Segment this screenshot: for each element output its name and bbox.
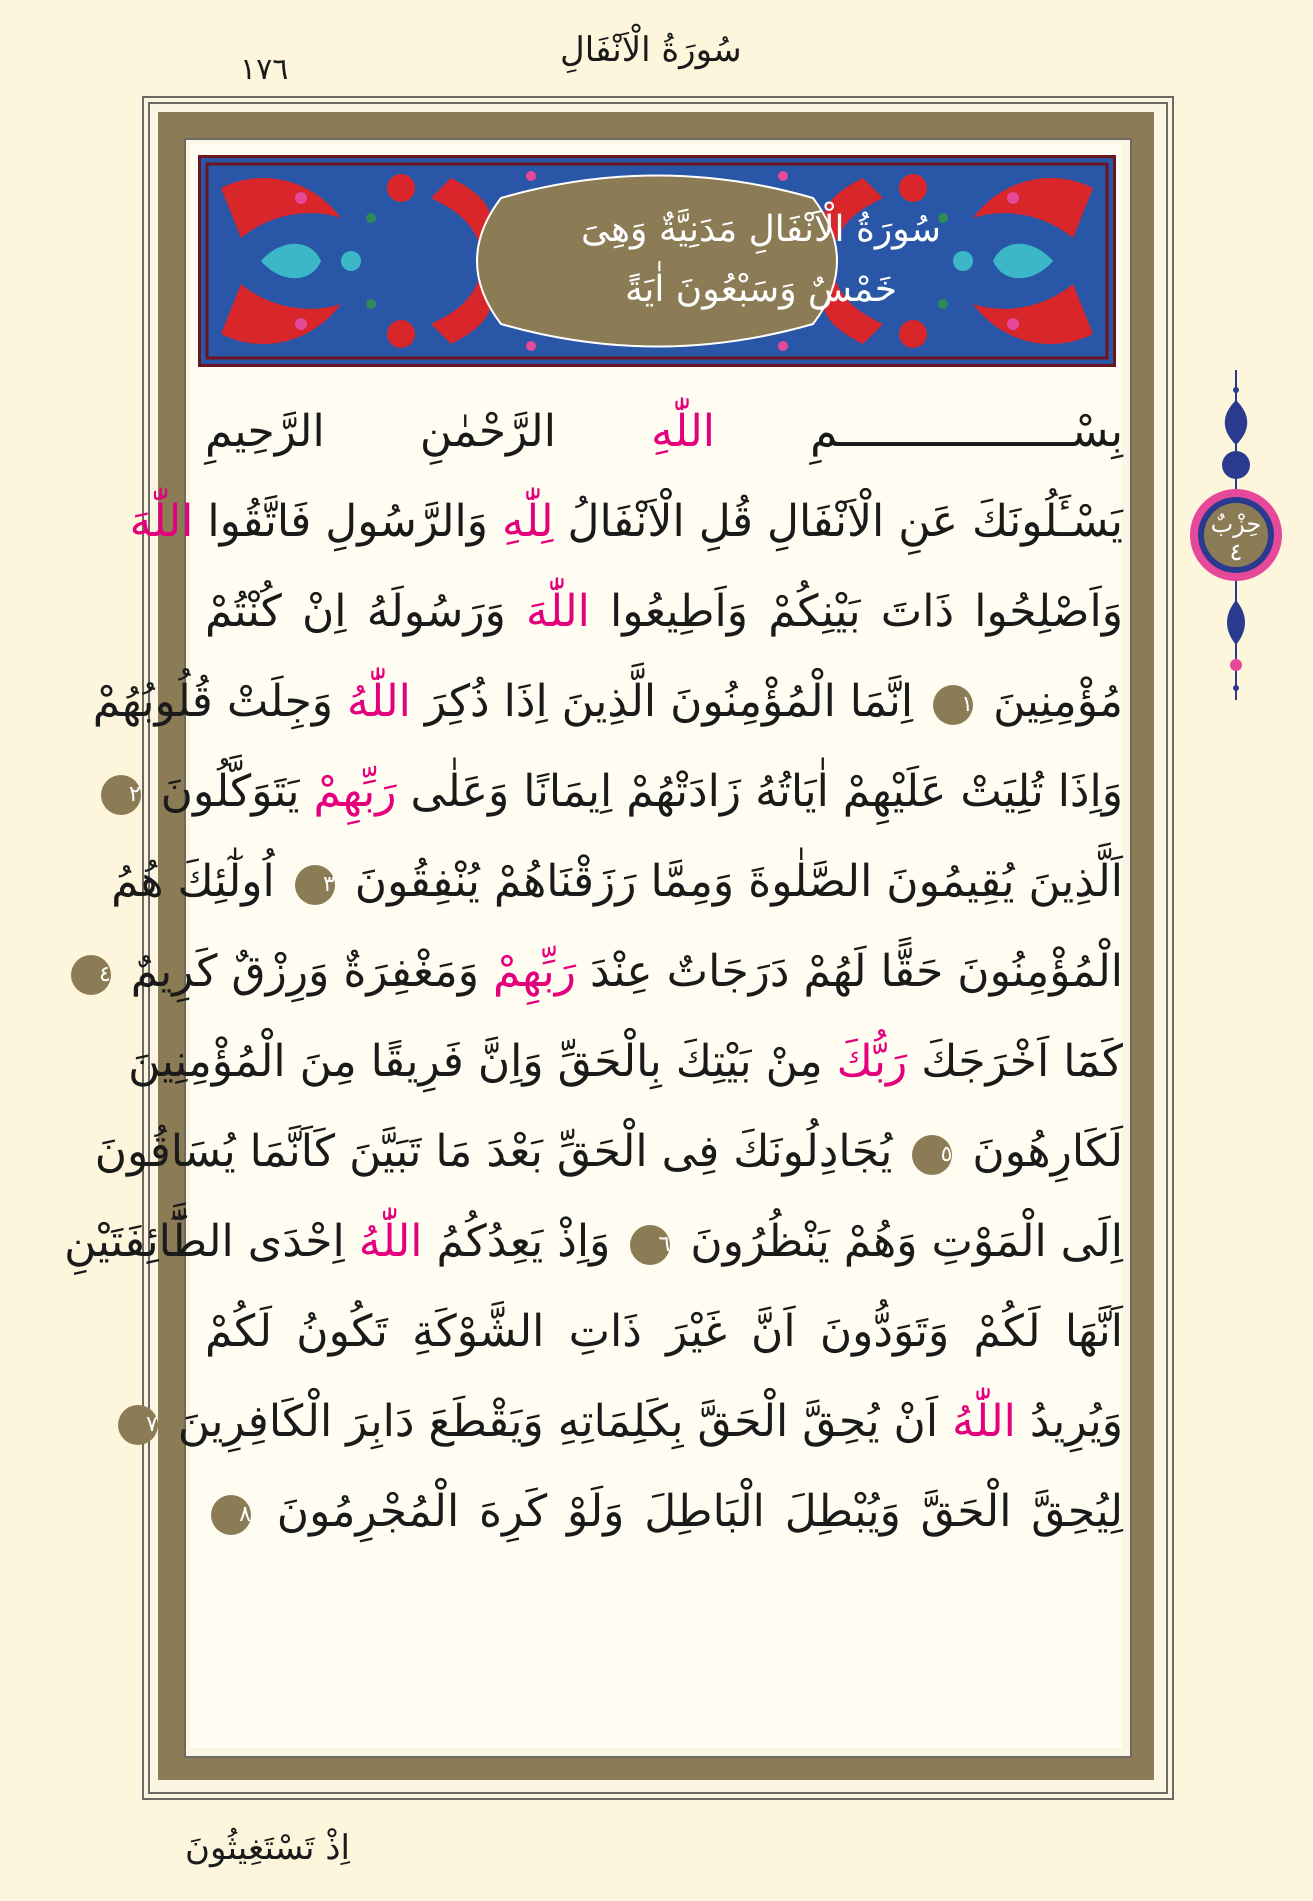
divine-name-highlight: رَبِّهِمْ (492, 946, 577, 997)
verse-text: وَاِذْ يَعِدُكُمُ (422, 1216, 625, 1267)
verse-text: وَيُرِيدُ (1015, 1396, 1123, 1447)
text-line (205, 392, 1123, 472)
divine-name-highlight: اللّٰهُ (347, 676, 411, 727)
text-line (111, 842, 1123, 922)
text-line (205, 1472, 1123, 1552)
verse-text: وَاِذَا تُلِيَتْ عَلَيْهِمْ اٰيَاتُهُ زَادَتْهُمْ اِيمَانًا وَعَلٰى (396, 766, 1123, 817)
verse-text: لَكَارِهُونَ (958, 1126, 1123, 1177)
divine-name-highlight: رَبِّهِمْ (313, 766, 397, 817)
verse-text: كَمَٓا اَخْرَجَكَ (907, 1036, 1123, 1087)
ayah-number-marker: ٢ (101, 775, 141, 815)
verse-text: وَالرَّسُولِ فَاتَّقُوا (193, 496, 502, 547)
text-line (129, 482, 1123, 562)
verse-text: وَمَغْفِرَةٌ وَرِزْقٌ كَرِيمٌ (116, 946, 493, 997)
text-line (205, 1292, 1123, 1372)
verse-text: وَجِلَتْ قُلُوبُهُمْ (92, 676, 348, 727)
verse-text: يُجَادِلُونَكَ فِى الْحَقِّ بَعْدَ مَا تَبَيَّنَ كَاَنَّمَا يُسَاقُونَ (94, 1126, 907, 1177)
text-line (128, 1022, 1123, 1102)
divine-name-highlight: اللّٰهَ (129, 496, 194, 547)
divine-name-highlight: اللّٰهُ (358, 1216, 423, 1267)
surah-header-cartouche (198, 155, 1116, 367)
page-header (0, 22, 1313, 92)
verse-text: بِسْــــــــــــــــــمِ (714, 406, 1123, 457)
text-line (64, 1202, 1123, 1282)
text-line (128, 752, 1123, 832)
divine-name-highlight: لِلّٰهِ (501, 496, 554, 547)
divine-name-highlight: اللّٰهَ (526, 586, 590, 637)
ayah-number-marker: ٣ (295, 865, 335, 905)
ayah-number-marker: ٦ (630, 1225, 670, 1265)
divine-name-highlight: اللّٰهِ (651, 406, 715, 457)
text-line (98, 932, 1123, 1012)
verse-text: اَنْ يُحِقَّ الْحَقَّ بِكَلِمَاتِهِ وَيَقْطَعَ دَابِرَ الْكَافِرِينَ (163, 1396, 953, 1447)
divine-name-highlight: رَبُّكَ (836, 1036, 908, 1087)
ayah-number-marker: ٤ (71, 955, 111, 995)
catchword: اِذْ تَسْتَغِيثُونَ (185, 1828, 350, 1868)
text-line (94, 1112, 1123, 1192)
ayah-number-marker: ٥ (912, 1135, 952, 1175)
verse-text: اِلَى الْمَوْتِ وَهُمْ يَنْظُرُونَ (676, 1216, 1123, 1267)
verse-text: اِحْدَى الطَّٓائِفَتَيْنِ (64, 1216, 359, 1267)
verse-text: يَسْـَٔلُونَكَ عَنِ الْاَنْفَالِ قُلِ الْاَنْفَالُ (553, 496, 1123, 547)
verse-text: اَنَّهَا لَكُمْ وَتَوَدُّونَ اَنَّ غَيْرَ ذَاتِ الشَّوْكَةِ تَكُونُ لَكُمْ (205, 1306, 1123, 1357)
verse-text: مُؤْمِنِينَ (979, 676, 1123, 727)
surah-info (521, 200, 1001, 320)
text-line (145, 1382, 1123, 1462)
hizb-label: حِزْبٌ (1210, 510, 1262, 538)
divine-name-highlight: اللّٰهُ (952, 1396, 1016, 1447)
verse-text: اِنَّمَا الْمُؤْمِنُونَ الَّذِينَ اِذَا ذُكِرَ (410, 676, 928, 727)
verse-text: مِنْ بَيْتِكَ بِالْحَقِّ وَاِنَّ فَرِيقًا مِنَ الْمُؤْمِنِينَ (128, 1036, 837, 1087)
verse-text: يَتَوَكَّلُونَ (146, 766, 314, 817)
verse-text: اُولٰٓئِكَ هُمُ (111, 856, 289, 907)
text-line (205, 572, 1123, 652)
ayah-number-marker: ٧ (118, 1405, 158, 1445)
surah-info-line2: خَمْسٌ وَسَبْعُونَ اٰيَةً (625, 269, 897, 310)
hizb-number: ٤ (1229, 538, 1243, 566)
ayah-number-marker: ١ (933, 685, 973, 725)
verse-text: وَاَصْلِحُوا ذَاتَ بَيْنِكُمْ وَاَطِيعُوا (589, 586, 1124, 637)
verse-text: الرَّحْمٰنِ الرَّحِيمِ (205, 406, 652, 457)
verse-text: وَرَسُولَهُ اِنْ كُنْتُمْ (205, 586, 527, 637)
text-line (92, 662, 1123, 742)
verse-text: اَلَّذِينَ يُقِيمُونَ الصَّلٰوةَ وَمِمَّا رَزَقْنَاهُمْ يُنْفِقُونَ (340, 856, 1123, 907)
running-surah-title: سُورَةُ الْاَنْفَالِ (560, 30, 742, 70)
verse-text: الْمُؤْمِنُونَ حَقًّا لَهُمْ دَرَجَاتٌ عِنْدَ (576, 946, 1123, 997)
page-number: ١٧٦ (240, 52, 289, 87)
hizb-marker (1190, 510, 1282, 566)
ayah-number-marker: ٨ (211, 1495, 251, 1535)
verse-text: لِيُحِقَّ الْحَقَّ وَيُبْطِلَ الْبَاطِلَ وَلَوْ كَرِهَ الْمُجْرِمُونَ (257, 1486, 1123, 1537)
surah-info-line1: سُورَةُ الْاَنْفَالِ مَدَنِيَّةٌ وَهِىَ (581, 209, 941, 250)
